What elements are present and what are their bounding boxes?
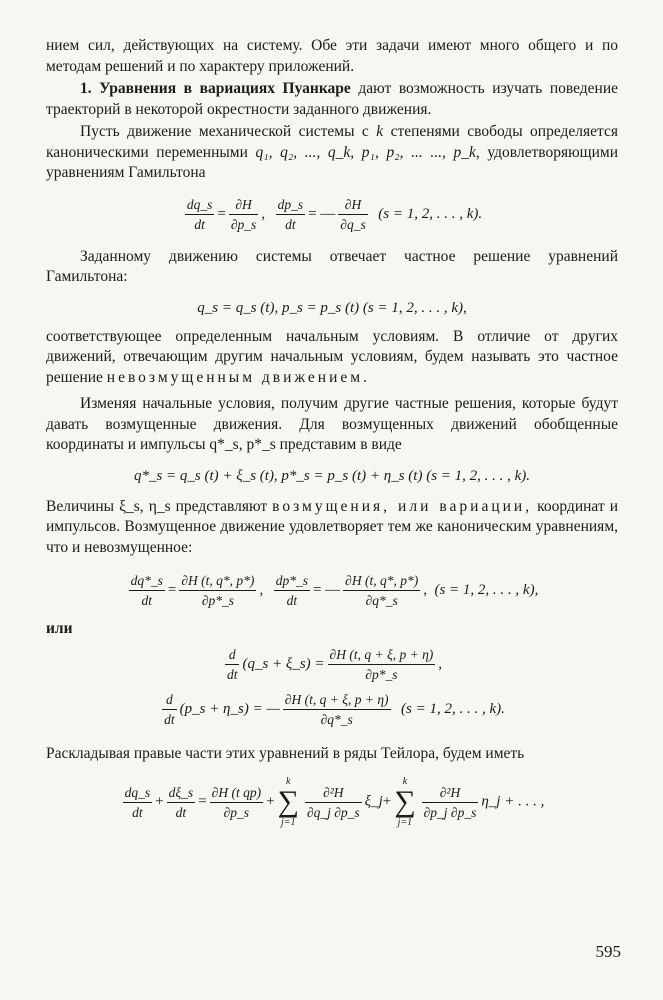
fraction <box>276 196 306 233</box>
fraction <box>225 646 240 683</box>
range: (s = 1, 2, . . . , k), <box>434 581 539 598</box>
numerator: ∂H <box>229 196 258 215</box>
denominator: ∂p*_s <box>201 593 234 608</box>
denominator: ∂p_s <box>223 804 250 820</box>
sum-upper: k <box>402 776 408 787</box>
sum-sign: k ∑ j=1 <box>277 776 299 828</box>
equation-hamilton: $\frac{dq\_s}{dt}$ = $\frac{\partial H}{\partial p\_s}$ , $\frac{dp\_s}{dt}$ = — $\frac{\partial H}{\partial q\_s}$ (s = 1, 2, . . . , k). <box>186 196 483 232</box>
fraction <box>123 784 153 821</box>
fraction <box>129 572 165 609</box>
setup-vars: q₁, q₂, ..., q_k, p₁, p₂, ... ..., p_k, <box>255 143 480 161</box>
fraction <box>422 784 479 821</box>
particular-paragraph: Заданному движению системы отвечает частное решение уравнений Гамильтона: <box>46 247 618 285</box>
fraction <box>210 784 263 821</box>
denominator: ∂p_s <box>230 216 257 232</box>
numerator: dq_s <box>123 784 153 803</box>
fraction <box>167 784 196 821</box>
undisturbed-paragraph <box>46 327 618 389</box>
numerator: ∂²H <box>305 784 362 803</box>
fraction <box>179 572 256 609</box>
numerator: ∂H <box>338 196 367 215</box>
fraction <box>283 691 391 728</box>
denominator: ∂q_j ∂p_s <box>306 804 360 820</box>
sum-sign: k ∑ j=1 <box>394 776 416 828</box>
variations-text-b: координат и импульсов. Возмущенное движение удовлетворяет тем же каноническим уравнениям, что и невозмущенное: <box>46 497 618 556</box>
denominator: ∂q*_s <box>320 711 353 727</box>
sum-lower: j=1 <box>280 817 296 828</box>
numerator: dξ_s <box>167 784 196 803</box>
or-word: или <box>46 620 73 637</box>
numerator: ∂H (t, q*, p*) <box>343 572 420 591</box>
equation-body: (p_s + η_s) = — <box>179 700 280 717</box>
taylor-paragraph: Раскладывая правые части этих уравнений в ряды Тейлора, будем иметь <box>46 744 525 762</box>
fraction <box>305 784 362 821</box>
section-text: дают возможность изучать поведение траекторий в некоторой окрестности заданного движения. <box>46 80 618 118</box>
fraction <box>328 646 436 683</box>
variations-text-a: Величины ξ_s, η_s представляют <box>46 497 273 515</box>
equation-or-1 <box>46 646 618 683</box>
numerator: ∂H (t, q + ξ, p + η) <box>328 646 436 665</box>
denominator: ∂p*_s <box>365 666 398 682</box>
equation-canonical: $\frac{dq*\_s}{dt}$ = $\frac{\partial H (t, q*, p*)}{\partial p*\_s}$ , $\frac{dp*\_s}{dt}$ = — $\frac{\partial H (t, q*, p*)}{\partial q*\_s}$ , (s = 1, 2, . . . , k), <box>130 573 539 608</box>
denominator: dt <box>194 216 205 232</box>
term: η_j <box>481 793 501 810</box>
setup-text-b: степенями свободы определяется каноническими переменными <box>46 123 618 161</box>
equation-body: (q_s + ξ_s) = <box>242 655 325 672</box>
range: (s = 1, 2, . . . , k). <box>401 700 505 717</box>
setup-text-c: удовлетворяющими уравнениям Гамильтона <box>46 143 618 181</box>
numerator: dp*_s <box>274 572 310 591</box>
variations-term: возмущения, или вариации, <box>272 497 533 515</box>
denominator: dt <box>164 711 175 727</box>
setup-text-a: Пусть движение механической системы с <box>80 123 377 140</box>
intro-line-1: нием сил, действующих на систему. Обе эти задачи имеют много <box>46 37 520 54</box>
intro-text <box>46 36 618 77</box>
section-heading: 1. Уравнения в вариациях Пуанкаре <box>80 80 351 97</box>
section-paragraph <box>46 79 618 120</box>
denominator: dt <box>285 216 296 232</box>
fraction <box>162 691 177 728</box>
numerator: dq*_s <box>129 572 165 591</box>
page-content <box>46 36 618 828</box>
fraction <box>274 572 310 609</box>
undisturbed-text: соответствующее определенным начальным условиям. В отличие от других движений, отвечающим другим начальным условиям, будем называть это частное решение <box>46 327 618 386</box>
setup-k: k <box>376 123 384 140</box>
numerator: d <box>162 691 177 710</box>
denominator: dt <box>226 666 238 682</box>
term: ξ_j <box>364 793 383 810</box>
sum-upper: k <box>286 776 291 787</box>
denominator: dt <box>175 804 187 820</box>
denominator: dt <box>141 593 153 608</box>
fraction <box>185 196 215 233</box>
page-number: 595 <box>595 942 621 961</box>
equation-particular: q_s = q_s (t), p_s = p_s (t) (s = 1, 2, . . . , k), <box>197 299 467 316</box>
setup-paragraph <box>46 122 618 184</box>
numerator: dp_s <box>276 196 306 215</box>
numerator: d <box>225 646 240 665</box>
numerator: ∂²H <box>422 784 479 803</box>
denominator: dt <box>286 593 298 608</box>
numerator: ∂H (t qp) <box>210 784 263 803</box>
fraction <box>229 196 258 233</box>
equation-tail: , <box>438 655 443 672</box>
sum-lower: j=1 <box>397 817 413 828</box>
fraction <box>343 572 420 609</box>
intro-line-2: общего и по методам решений и по характеру приложений. <box>46 37 619 75</box>
equation-tail: + . . . , <box>504 793 545 810</box>
denominator: dt <box>132 804 143 820</box>
numerator: ∂H (t, q*, p*) <box>179 572 256 591</box>
numerator: ∂H (t, q + ξ, p + η) <box>283 691 391 710</box>
perturbed-paragraph: Изменяя начальные условия, получим другие частные решения, которые будут давать возмущенные движения. Для возмущенных движений обобщенные координаты и импульсы q*_s, p*_s представим в виде <box>46 395 618 453</box>
denominator: ∂p_j ∂p_s <box>423 804 477 820</box>
range: (s = 1, 2, . . . , k). <box>378 205 483 222</box>
equation-perturbed: q*_s = q_s (t) + ξ_s (t), p*_s = p_s (t) + η_s (t) (s = 1, 2, . . . , k). <box>133 467 531 484</box>
variations-paragraph <box>46 497 618 559</box>
denominator: ∂q*_s <box>365 593 398 608</box>
denominator: ∂q_s <box>340 216 366 232</box>
equation-taylor: $\frac{dq\_s}{dt}$ + $\frac{d\xi\_s}{dt}$ = $\frac{\text{∂H (t qp)}}{\partial p\_s}$ + k ∑ j=1 $\frac{\text{∂²H}}{\partial q\_j \partial p\_s}$ ξ_j+ k ∑ j=1 $\frac{\text{∂²H}}{\partial p\_j \partial p\_s}$ η_j + . . . , <box>124 776 545 828</box>
numerator: dq_s <box>185 196 215 215</box>
fraction <box>338 196 367 233</box>
equation-or-2 <box>46 691 618 728</box>
undisturbed-term: невозмущенным движением. <box>106 368 370 386</box>
